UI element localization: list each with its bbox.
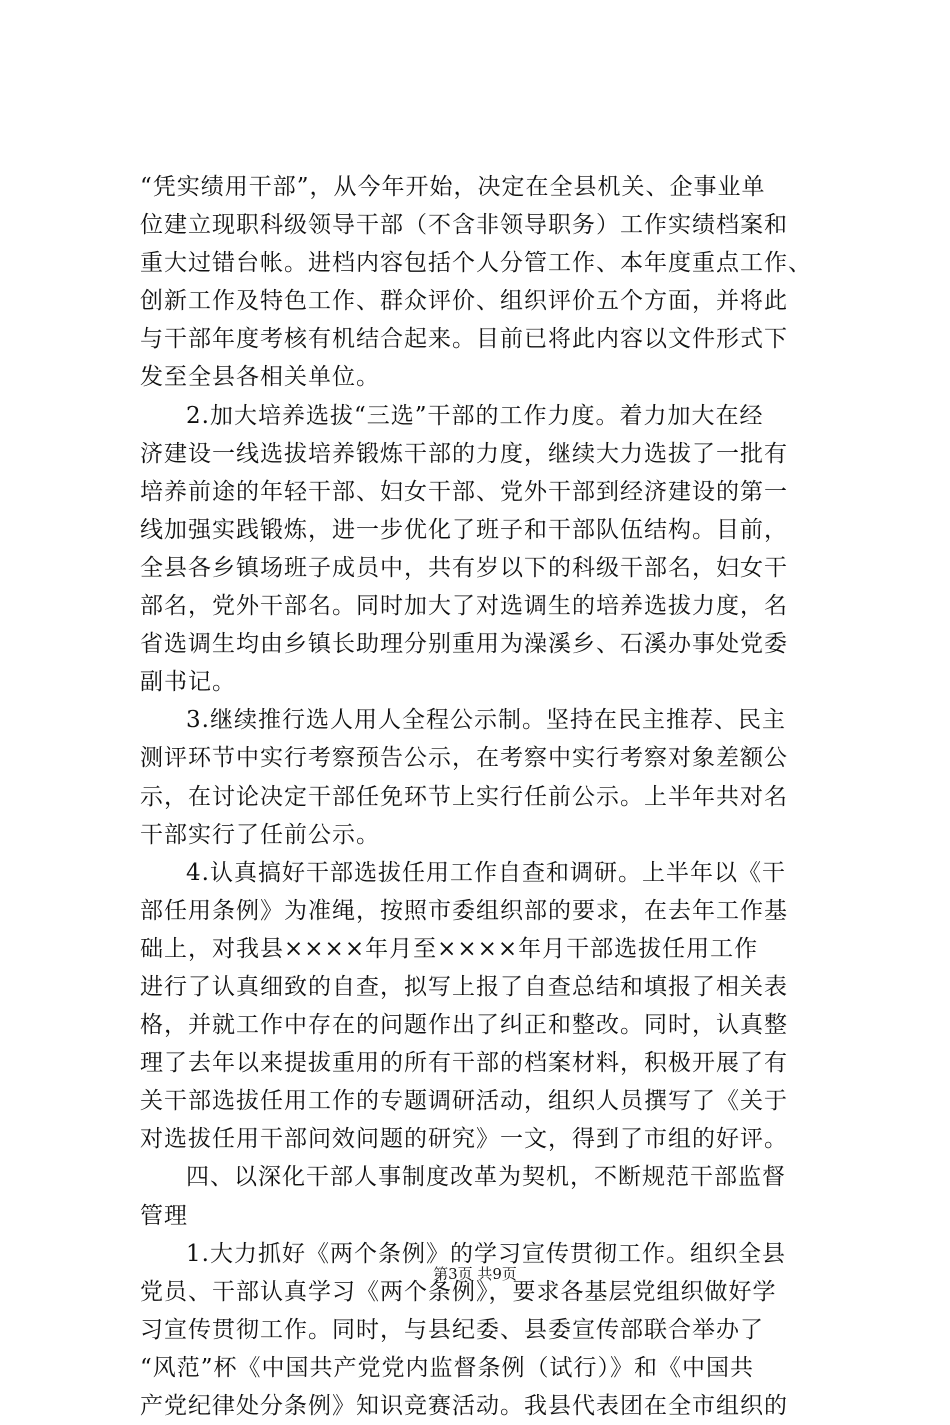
text-line: 省选调生均由乡镇长助理分别重用为澡溪乡、石溪办事处党委 — [140, 631, 788, 658]
section-heading-line: 四、以深化干部人事制度改革为契机，不断规范干部监督 — [186, 1164, 786, 1191]
text-line: “凭实绩用干部”，从今年开始，决定在全县机关、企事业单 — [140, 174, 766, 200]
text-line: 创新工作及特色工作、群众评价、组织评价五个方面，并将此 — [140, 288, 788, 315]
paragraph-start-line: 3.继续推行选人用人全程公示制。坚持在民主推荐、民主 — [186, 707, 786, 734]
text-line: 关干部选拔任用工作的专题调研活动，组织人员撰写了《关于 — [140, 1088, 788, 1115]
paragraph-start-line: 4.认真搞好干部选拔任用工作自查和调研。上半年以《干 — [186, 859, 786, 886]
text-line: 产党纪律处分条例》知识竞赛活动。我县代表团在全市组织的 — [140, 1393, 788, 1419]
text-line: “风范”杯《中国共产党党内监督条例（试行）》和《中国共 — [140, 1354, 755, 1381]
text-line: 济建设一线选拔培养锻炼干部的力度，继续大力选拔了一批有 — [140, 440, 788, 467]
text-line: 部名，党外干部名。同时加大了对选调生的培养选拔力度，名 — [140, 593, 788, 620]
text-line: 示，在讨论决定干部任免环节上实行任前公示。上半年共对名 — [140, 783, 788, 810]
text-line: 重大过错台帐。进档内容包括个人分管工作、本年度重点工作、 — [140, 250, 812, 277]
text-line: 线加强实践锻炼，进一步优化了班子和干部队伍结构。目前， — [140, 516, 788, 543]
text-line: 对选拔任用干部问效问题的研究》一文，得到了市组的好评。 — [140, 1126, 788, 1153]
text-line: 格，并就工作中存在的问题作出了纠正和整改。同时，认真整 — [140, 1012, 788, 1039]
text-line: 干部实行了任前公示。 — [140, 821, 380, 848]
text-line: 习宣传贯彻工作。同时，与县纪委、县委宣传部联合举办了 — [140, 1316, 764, 1343]
text-line: 部任用条例》为准绳，按照市委组织部的要求，在去年工作基 — [140, 897, 788, 924]
text-line: 培养前途的年轻干部、妇女干部、党外干部到经济建设的第一 — [140, 478, 788, 505]
section-heading-line: 管理 — [140, 1202, 188, 1229]
text-line: 党员、干部认真学习《两个条例》，要求各基层党组织做好学 — [140, 1278, 777, 1305]
text-line: 测评环节中实行考察预告公示，在考察中实行考察对象差额公 — [140, 745, 788, 772]
page-footer: 第3页 共9页 — [433, 1265, 517, 1283]
paragraph-start-line: 2.加大培养选拔“三选”干部的工作力度。着力加大在经 — [186, 402, 764, 429]
body-text — [140, 168, 830, 1425]
text-line: 位建立现职科级领导干部（不含非领导职务）工作实绩档案和 — [140, 212, 788, 239]
text-line: 理了去年以来提拔重用的所有干部的档案材料，积极开展了有 — [140, 1050, 788, 1077]
paragraph-start-line: 1.大力抓好《两个条例》的学习宣传贯彻工作。组织全县 — [186, 1240, 786, 1267]
text-line: 础上，对我县××××年月至××××年月干部选拔任用工作 — [140, 935, 759, 962]
text-line: 发至全县各相关单位。 — [140, 364, 380, 391]
text-line: 与干部年度考核有机结合起来。目前已将此内容以文件形式下 — [140, 326, 788, 353]
text-line: 副书记。 — [140, 669, 236, 696]
text-line: 全县各乡镇场班子成员中，共有岁以下的科级干部名，妇女干 — [140, 554, 788, 581]
text-line: 进行了认真细致的自查，拟写上报了自查总结和填报了相关表 — [140, 973, 788, 1000]
